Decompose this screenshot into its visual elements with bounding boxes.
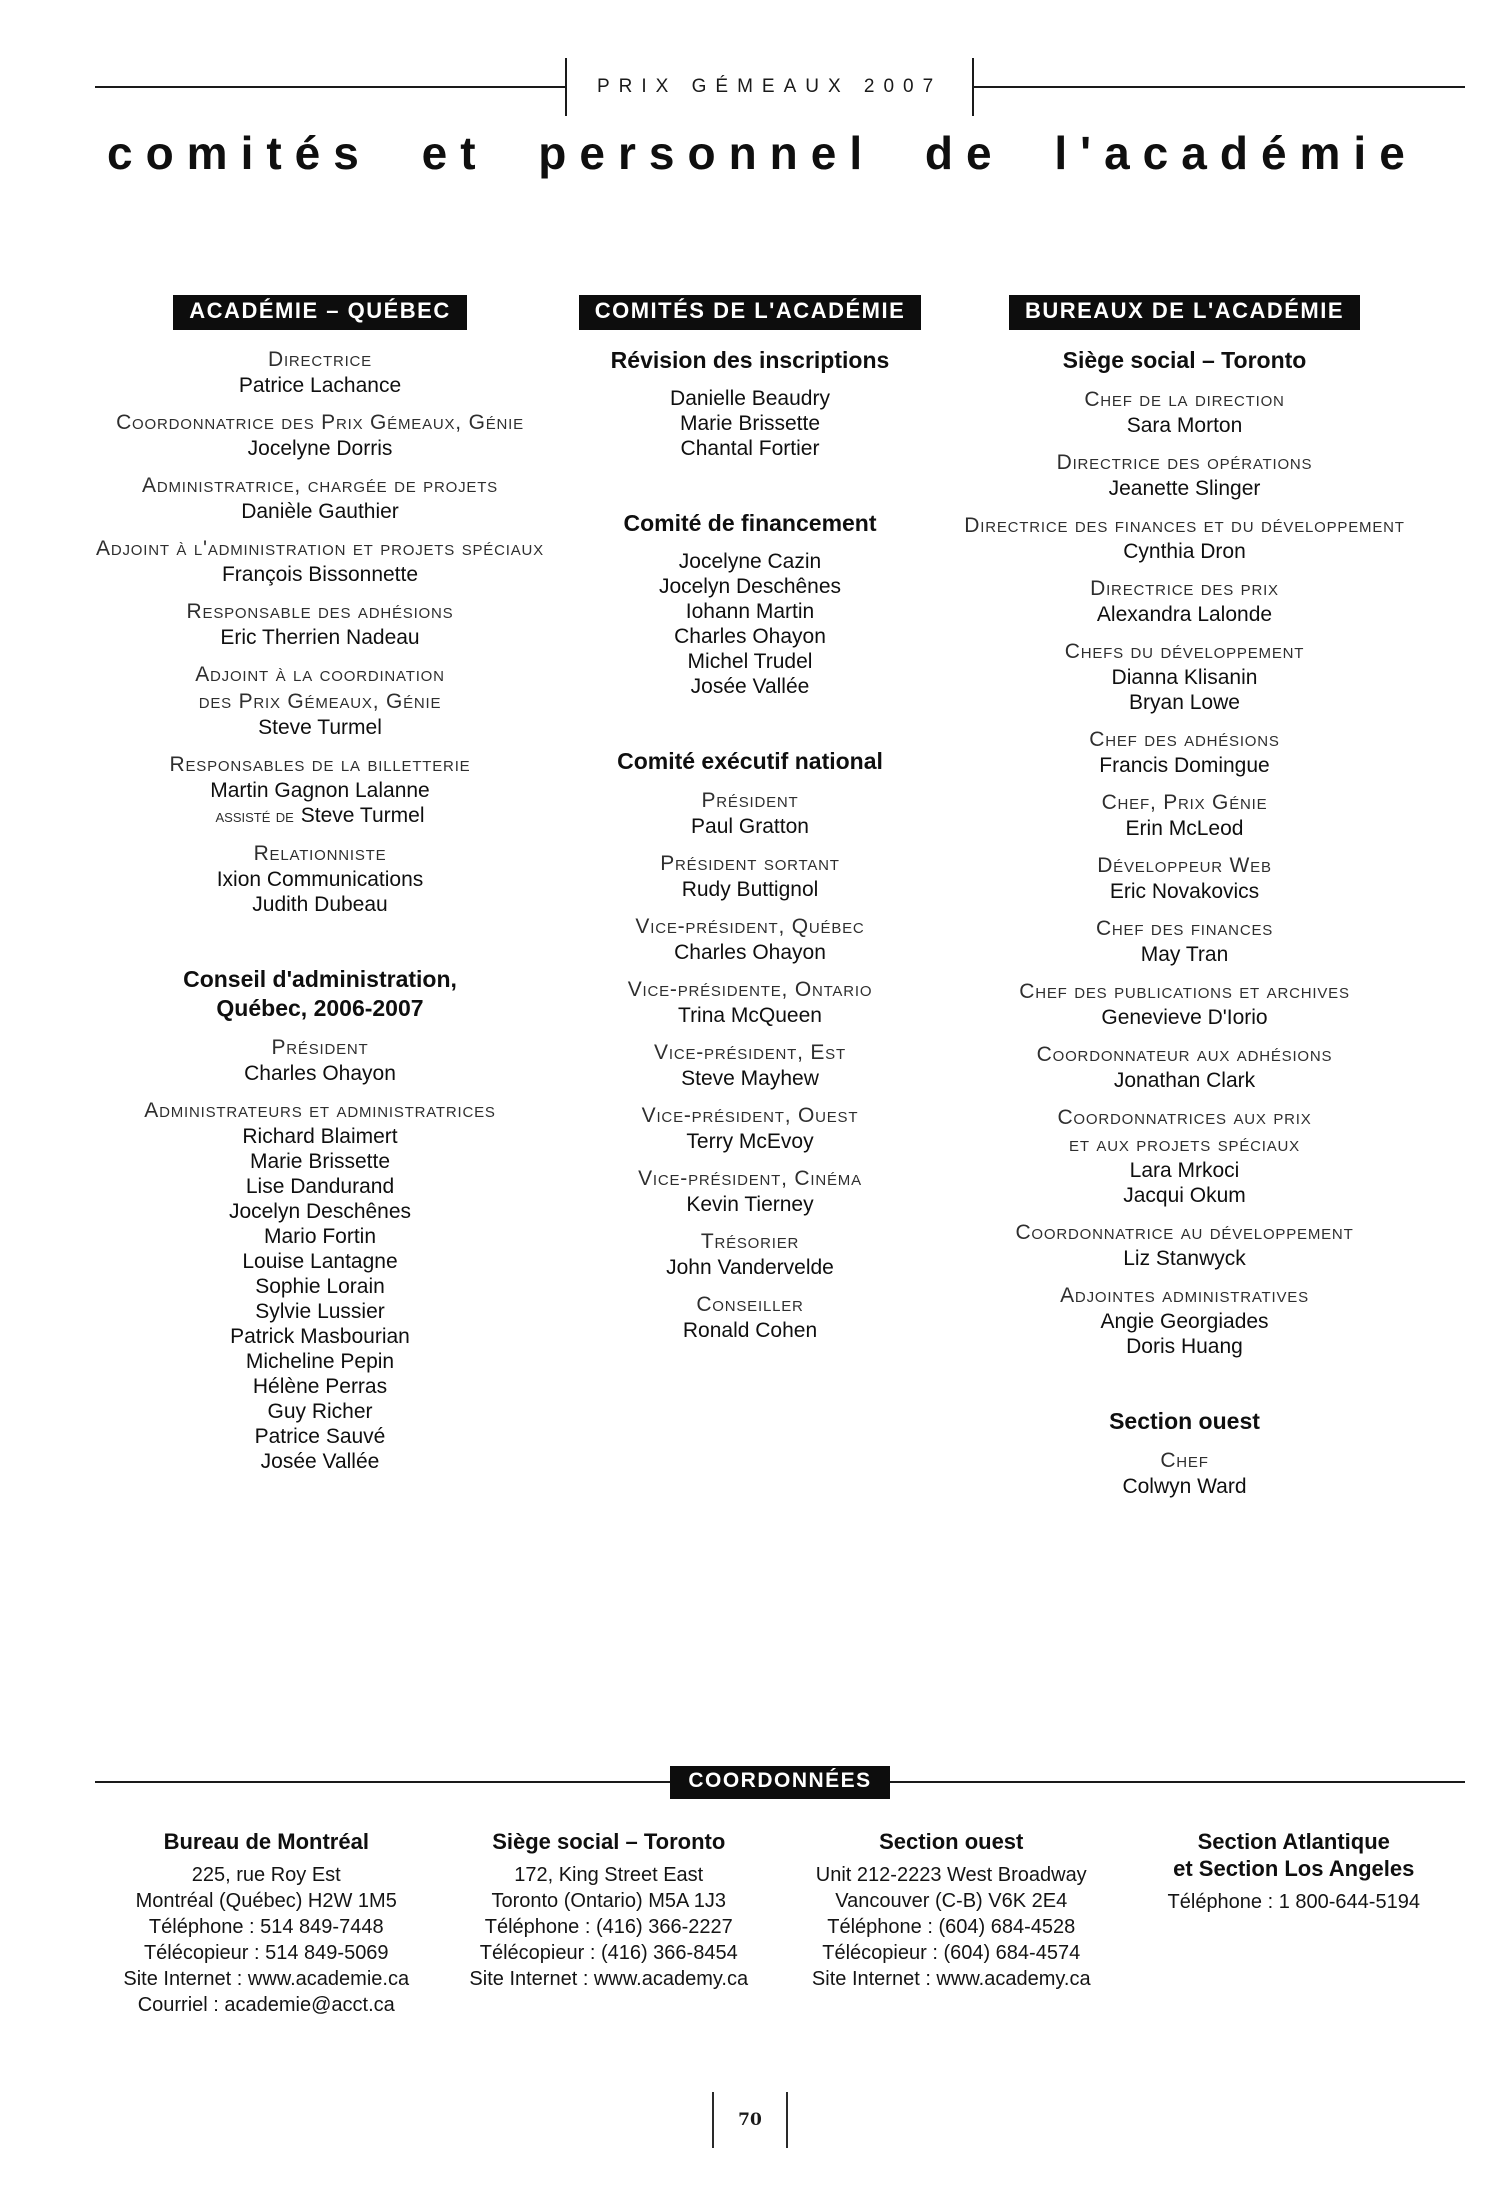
person-name: Terry McEvoy [686, 1130, 814, 1153]
person-name: Marie Brissette [249, 1150, 391, 1173]
person-name: John Vandervelde [666, 1256, 834, 1279]
role-label: Chefs du développement [1064, 640, 1305, 663]
personnel-entry [962, 1104, 1407, 1208]
office-list [95, 1828, 1465, 2018]
subheading-block [962, 346, 1407, 375]
personnel-entry [95, 472, 545, 524]
person-name: Patrice Lachance [238, 374, 402, 397]
person-name: Angie Georgiades [1100, 1310, 1269, 1333]
footer-header: COORDONNÉES [670, 1766, 889, 1799]
personnel-entry [545, 1039, 955, 1091]
role-label: Développeur Web [1097, 854, 1272, 877]
role-label: Vice-président, Cinéma [638, 1167, 862, 1190]
personnel-entry [545, 913, 955, 965]
subheading-line: Comité de financement [623, 510, 877, 536]
masthead [95, 58, 1465, 180]
office-contact-line: Unit 212-2223 West Broadway [815, 1864, 1087, 1886]
person-name: Genevieve D'Iorio [1101, 1006, 1268, 1029]
personnel-entry [962, 726, 1407, 778]
office-contact-line: Télécopieur : 514 849-5069 [143, 1942, 389, 1964]
personnel-entry [95, 751, 545, 829]
person-name: Kevin Tierney [686, 1193, 814, 1216]
header-rule-left [95, 86, 565, 88]
role-label: Trésorier [700, 1230, 800, 1253]
subheading-line: Siège social – Toronto [1062, 347, 1307, 373]
subheading-block [545, 346, 955, 375]
role-label: Responsable des adhésions [186, 600, 454, 623]
personnel-entry [545, 549, 955, 699]
footer-rule-right [890, 1781, 1465, 1783]
person-name: Danièle Gauthier [241, 500, 399, 523]
role-label: Directrice des prix [1090, 577, 1279, 600]
personnel-entry [545, 1165, 955, 1217]
person-name: Richard Blaimert [242, 1125, 398, 1148]
person-name: Alexandra Lalonde [1096, 603, 1273, 626]
subheading-line: Section ouest [1109, 1408, 1260, 1434]
personnel-entry [545, 1102, 955, 1154]
role-label: Adjointes administratives [1060, 1284, 1309, 1307]
subheading-block [545, 509, 955, 538]
person-name: Steve Turmel [258, 716, 382, 739]
person-name: Charles Ohayon [244, 1062, 396, 1085]
role-label: Vice-présidente, Ontario [627, 978, 873, 1001]
personnel-entry [95, 409, 545, 461]
section-header-academie-quebec: ACADÉMIE – QUÉBEC [173, 295, 466, 330]
office-contact-line: Vancouver (C-B) V6K 2E4 [835, 1890, 1068, 1912]
assist-label: assisté de [215, 806, 294, 827]
role-label: Chef des finances [1095, 917, 1274, 940]
role-label: Coordonnatrices aux prix [1057, 1106, 1312, 1129]
personnel-entry [95, 840, 545, 917]
page-number: 70 [738, 2110, 762, 2130]
eyebrow-box [565, 58, 974, 116]
role-label: Coordonnatrice au développement [1015, 1221, 1354, 1244]
personnel-entry [962, 1282, 1407, 1359]
section-header-wrap [95, 295, 545, 330]
personnel-entry [962, 789, 1407, 841]
office-title-line: Section ouest [879, 1829, 1024, 1854]
column-bureaux-academie [962, 295, 1407, 1499]
personnel-entry [95, 346, 545, 398]
person-name: Jocelyn Deschênes [658, 575, 842, 598]
role-label: Chef de la direction [1084, 388, 1285, 411]
office-1 [438, 1828, 781, 1992]
role-label: Vice-président, Est [654, 1041, 846, 1064]
person-name: Jeanette Slinger [1108, 477, 1261, 500]
office-contact-line: Téléphone : (416) 366-2227 [484, 1916, 733, 1938]
role-label: Directrice [267, 348, 372, 371]
office-contact-line: Téléphone : 1 800-644-5194 [1167, 1891, 1420, 1913]
office-2 [780, 1828, 1123, 1992]
subheading-line: Comité exécutif national [617, 748, 883, 774]
role-label: Directrice des finances et du développement [964, 514, 1405, 537]
role-label: Adjoint à l'administration et projets spéciaux [96, 537, 544, 560]
personnel-entry [962, 1219, 1407, 1271]
role-label: Président [271, 1036, 369, 1059]
subheading-block [545, 747, 955, 776]
person-name: Francis Domingue [1099, 754, 1270, 777]
role-label: Chef des adhésions [1089, 728, 1280, 751]
role-label: des Prix Gémeaux, Génie [198, 690, 442, 713]
person-name: Danielle Beaudry [670, 387, 830, 410]
role-label: Vice-président, Québec [635, 915, 865, 938]
person-name: Charles Ohayon [674, 941, 826, 964]
person-name: Trina McQueen [678, 1004, 822, 1027]
person-name: Josée Vallée [690, 675, 810, 698]
office-contact-line: 225, rue Roy Est [191, 1864, 341, 1886]
person-name: Hélène Perras [252, 1375, 388, 1398]
personnel-entry [962, 512, 1407, 564]
section-header-comites-academie: COMITÉS DE L'ACADÉMIE [579, 295, 922, 330]
office-title-line: Bureau de Montréal [163, 1829, 369, 1854]
personnel-entry [962, 575, 1407, 627]
role-label: Président [701, 789, 799, 812]
person-name: Sara Morton [1126, 414, 1243, 437]
role-label: Relationniste [253, 842, 387, 865]
section-header-bureaux-academie: BUREAUX DE L'ACADÉMIE [1009, 295, 1360, 330]
person-name: Eric Therrien Nadeau [220, 626, 420, 649]
person-name: Cynthia Dron [1123, 540, 1246, 563]
office-contact-line: Site Internet : www.academie.ca [123, 1968, 410, 1990]
office-contact-line: Site Internet : www.academy.ca [469, 1968, 749, 1990]
personnel-entry [545, 386, 955, 461]
person-name: May Tran [1140, 943, 1229, 966]
personnel-entry [962, 386, 1407, 438]
role-label: Administrateurs et administratrices [144, 1099, 496, 1122]
role-label: Responsables de la billetterie [169, 753, 471, 776]
office-title [1129, 1828, 1460, 1882]
person-name: Rudy Buttignol [681, 878, 819, 901]
person-name: Colwyn Ward [1122, 1475, 1247, 1498]
person-name: Martin Gagnon Lalanne [210, 779, 430, 802]
subheading-line: Conseil d'administration, [183, 966, 457, 992]
person-name: Jonathan Clark [1113, 1069, 1256, 1092]
person-name: Eric Novakovics [1109, 880, 1260, 903]
section-header-wrap [962, 295, 1407, 330]
person-name: Michel Trudel [687, 650, 813, 673]
person-name: Micheline Pepin [245, 1350, 395, 1373]
personnel-entry [962, 638, 1407, 715]
office-contact-line: Télécopieur : (416) 366-8454 [479, 1942, 738, 1964]
role-label: Président sortant [660, 852, 840, 875]
office-3 [1123, 1828, 1466, 1915]
personnel-entry [545, 850, 955, 902]
personnel-entry [95, 1097, 545, 1474]
person-name: Doris Huang [1126, 1335, 1243, 1358]
role-label: et aux projets spéciaux [1069, 1133, 1300, 1156]
person-name: Marie Brissette [679, 412, 821, 435]
person-name: Mario Fortin [263, 1225, 377, 1248]
personnel-entry [545, 787, 955, 839]
person-name: Erin McLeod [1125, 817, 1244, 840]
person-name: Patrice Sauvé [254, 1425, 386, 1448]
role-label: Coordonnateur aux adhésions [1036, 1043, 1333, 1066]
office-contact-line: Courriel : academie@acct.ca [137, 1994, 395, 2016]
office-contact-line: Site Internet : www.academy.ca [811, 1968, 1091, 1990]
personnel-entry [95, 1034, 545, 1086]
office-title [786, 1828, 1117, 1855]
personnel-entry [95, 535, 545, 587]
coordonnees-footer [95, 1762, 1465, 2018]
person-name: Sophie Lorain [255, 1275, 385, 1298]
column-academie-quebec [95, 295, 545, 1474]
role-label: Directrice des opérations [1056, 451, 1313, 474]
personnel-entry [962, 915, 1407, 967]
page-number-wrap [0, 2092, 1500, 2148]
office-contact-line: Télécopieur : (604) 684-4574 [822, 1942, 1081, 1964]
office-title-line: Siège social – Toronto [492, 1829, 726, 1854]
office-title-line: et Section Los Angeles [1173, 1856, 1415, 1881]
assist-line [95, 803, 545, 829]
office-contact-line: Toronto (Ontario) M5A 1J3 [491, 1890, 727, 1912]
personnel-entry [545, 1228, 955, 1280]
personnel-entry [962, 1041, 1407, 1093]
role-label: Chef, Prix Génie [1101, 791, 1268, 814]
person-name: Jacqui Okum [1123, 1184, 1246, 1207]
role-label: Administratrice, chargée de projets [142, 474, 498, 497]
role-label: Coordonnatrice des Prix Gémeaux, Génie [116, 411, 524, 434]
person-name: Jocelyne Cazin [678, 550, 822, 573]
person-name: Jocelyn Deschênes [228, 1200, 412, 1223]
personnel-entry [95, 661, 545, 740]
office-contact-line: Montréal (Québec) H2W 1M5 [135, 1890, 397, 1912]
office-contact-line: Téléphone : (604) 684-4528 [827, 1916, 1076, 1938]
eyebrow-rule-row [95, 58, 1465, 116]
person-name: Paul Gratton [691, 815, 809, 838]
personnel-entry [962, 852, 1407, 904]
person-name: Lara Mrkoci [1129, 1159, 1240, 1182]
role-label: Conseiller [696, 1293, 804, 1316]
subheading-line: Québec, 2006-2007 [216, 995, 424, 1021]
subheading-block [95, 965, 545, 1023]
personnel-entry [962, 449, 1407, 501]
personnel-entry [545, 1291, 955, 1343]
page-title: comités et personnel de l'académie [107, 127, 1418, 179]
office-title-line: Section Atlantique [1197, 1829, 1390, 1854]
page-number-bar-right [786, 2092, 788, 2148]
person-name: Charles Ohayon [674, 625, 826, 648]
person-name: Steve Mayhew [681, 1067, 819, 1090]
person-name: Sylvie Lussier [255, 1300, 385, 1323]
role-label: Chef des publications et archives [1019, 980, 1350, 1003]
person-name: Guy Richer [267, 1400, 373, 1423]
role-label: Adjoint à la coordination [195, 663, 445, 686]
person-name: Dianna Klisanin [1111, 666, 1258, 689]
person-name: Steve Turmel [300, 804, 425, 827]
role-label: Chef [1160, 1449, 1209, 1472]
person-name: Judith Dubeau [252, 893, 388, 916]
person-name: Ronald Cohen [682, 1319, 818, 1342]
subheading-block [962, 1407, 1407, 1436]
office-title [101, 1828, 432, 1855]
personnel-columns [0, 295, 1500, 1755]
person-name: François Bissonnette [221, 563, 419, 586]
footer-rule-left [95, 1781, 670, 1783]
person-name: Lise Dandurand [245, 1175, 395, 1198]
personnel-entry [962, 1447, 1407, 1499]
person-name: Bryan Lowe [1129, 691, 1240, 714]
office-0 [95, 1828, 438, 2018]
person-name: Ixion Communications [216, 868, 424, 891]
office-contact-line: Téléphone : 514 849-7448 [148, 1916, 384, 1938]
person-name: Josée Vallée [260, 1450, 380, 1473]
personnel-entry [95, 598, 545, 650]
role-label: Vice-président, Ouest [641, 1104, 859, 1127]
office-contact-line: 172, King Street East [514, 1864, 704, 1886]
eyebrow-text: PRIX GÉMEAUX 2007 [597, 76, 943, 97]
person-name: Jocelyne Dorris [247, 437, 393, 460]
person-name: Iohann Martin [685, 600, 815, 623]
person-name: Liz Stanwyck [1123, 1247, 1246, 1270]
personnel-entry [545, 976, 955, 1028]
office-title [444, 1828, 775, 1855]
person-name: Chantal Fortier [680, 437, 820, 460]
person-name: Louise Lantagne [242, 1250, 398, 1273]
header-rule-right [974, 86, 1465, 88]
person-name: Patrick Masbourian [230, 1325, 410, 1348]
page-number-bar-left [712, 2092, 714, 2148]
personnel-entry [962, 978, 1407, 1030]
footer-rule-row [95, 1762, 1465, 1802]
section-header-wrap [545, 295, 955, 330]
subheading-line: Révision des inscriptions [610, 347, 890, 373]
column-comites-academie [545, 295, 955, 1343]
